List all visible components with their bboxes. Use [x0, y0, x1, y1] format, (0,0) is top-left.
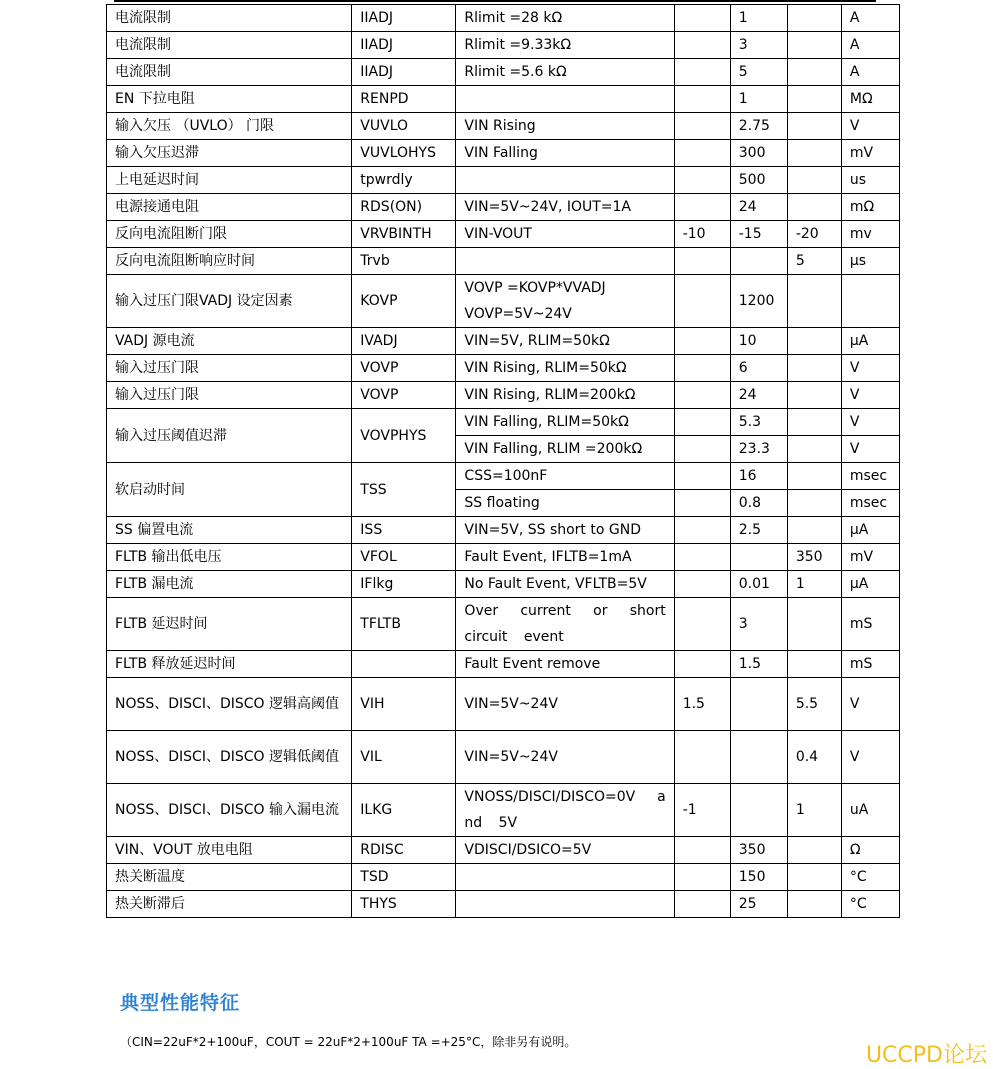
param-cell: 电流限制	[107, 5, 352, 32]
max-cell	[787, 436, 841, 463]
condition-cell: VIN=5V, RLIM=50kΩ	[456, 328, 674, 355]
table-row	[107, 32, 900, 59]
unit-cell: A	[841, 5, 899, 32]
unit-cell: V	[841, 731, 899, 784]
unit-cell: uA	[841, 784, 899, 837]
table-row	[107, 678, 900, 731]
table-row	[107, 221, 900, 248]
table-row	[107, 5, 900, 32]
symbol-cell: ISS	[352, 517, 456, 544]
max-cell	[787, 59, 841, 86]
condition-cell: VIN-VOUT	[456, 221, 674, 248]
table-row	[107, 598, 900, 651]
unit-cell: A	[841, 59, 899, 86]
param-cell: FLTB 输出低电压	[107, 544, 352, 571]
table-row	[107, 891, 900, 918]
param-cell: VADJ 源电流	[107, 328, 352, 355]
typ-cell: 1200	[730, 275, 787, 328]
condition-cell	[456, 275, 674, 328]
condition-cell: Fault Event remove	[456, 651, 674, 678]
unit-cell: mV	[841, 544, 899, 571]
typ-cell: 16	[730, 463, 787, 490]
unit-cell: Ω	[841, 837, 899, 864]
max-cell	[787, 598, 841, 651]
max-cell	[787, 275, 841, 328]
unit-cell: V	[841, 382, 899, 409]
unit-cell: V	[841, 113, 899, 140]
min-cell	[674, 571, 730, 598]
unit-cell: mΩ	[841, 194, 899, 221]
typ-cell: 25	[730, 891, 787, 918]
param-cell: 输入过压门限	[107, 355, 352, 382]
max-cell: 5	[787, 248, 841, 275]
symbol-cell: ILKG	[352, 784, 456, 837]
condition-cell: VIN Falling, RLIM =200kΩ	[456, 436, 674, 463]
max-cell	[787, 382, 841, 409]
param-cell: 输入欠压 （UVLO） 门限	[107, 113, 352, 140]
min-cell	[674, 598, 730, 651]
max-cell	[787, 891, 841, 918]
max-cell: -20	[787, 221, 841, 248]
condition-line: VOVP=5V~24V	[464, 306, 572, 322]
min-cell	[674, 731, 730, 784]
symbol-cell	[352, 651, 456, 678]
min-cell	[674, 86, 730, 113]
param-cell: FLTB 延迟时间	[107, 598, 352, 651]
typ-cell	[730, 248, 787, 275]
symbol-cell: IIADJ	[352, 32, 456, 59]
condition-cell: VIN Rising, RLIM=50kΩ	[456, 355, 674, 382]
min-cell	[674, 275, 730, 328]
min-cell	[674, 463, 730, 490]
max-cell	[787, 167, 841, 194]
min-cell	[674, 328, 730, 355]
symbol-cell: RENPD	[352, 86, 456, 113]
min-cell	[674, 5, 730, 32]
table-row	[107, 140, 900, 167]
condition-cell	[456, 891, 674, 918]
min-cell	[674, 517, 730, 544]
min-cell: 1.5	[674, 678, 730, 731]
param-cell: 上电延迟时间	[107, 167, 352, 194]
max-cell: 1	[787, 784, 841, 837]
typ-cell	[730, 544, 787, 571]
param-cell: 电源接通电阻	[107, 194, 352, 221]
condition-cell: Rlimit =28 kΩ	[456, 5, 674, 32]
max-cell	[787, 864, 841, 891]
condition-cell: Rlimit =5.6 kΩ	[456, 59, 674, 86]
param-cell: 热关断温度	[107, 864, 352, 891]
max-cell	[787, 517, 841, 544]
param-cell: NOSS、DISCI、DISCO 逻辑高阈值	[107, 678, 352, 731]
max-cell: 0.4	[787, 731, 841, 784]
condition-cell: VIN Falling	[456, 140, 674, 167]
symbol-cell: TSS	[352, 463, 456, 517]
max-cell	[787, 140, 841, 167]
param-cell: 电流限制	[107, 59, 352, 86]
table-row	[107, 113, 900, 140]
min-cell	[674, 167, 730, 194]
param-cell: 反向电流阻断响应时间	[107, 248, 352, 275]
section-title: 典型性能特征	[120, 992, 241, 1014]
param-cell: 反向电流阻断门限	[107, 221, 352, 248]
typ-cell: 1.5	[730, 651, 787, 678]
typ-cell: 5.3	[730, 409, 787, 436]
unit-cell: msec	[841, 463, 899, 490]
param-cell: VIN、VOUT 放电电阻	[107, 837, 352, 864]
param-cell: 输入欠压迟滞	[107, 140, 352, 167]
max-cell: 5.5	[787, 678, 841, 731]
unit-cell: us	[841, 167, 899, 194]
max-cell	[787, 5, 841, 32]
symbol-cell: IIADJ	[352, 5, 456, 32]
typ-cell: 5	[730, 59, 787, 86]
symbol-cell: IIADJ	[352, 59, 456, 86]
table-row	[107, 571, 900, 598]
typ-cell: 0.01	[730, 571, 787, 598]
min-cell	[674, 32, 730, 59]
symbol-cell: TSD	[352, 864, 456, 891]
symbol-cell: IFlkg	[352, 571, 456, 598]
condition-cell: Rlimit =9.33kΩ	[456, 32, 674, 59]
table-row	[107, 86, 900, 113]
condition-cell: SS floating	[456, 490, 674, 517]
max-cell: 1	[787, 571, 841, 598]
min-cell: -1	[674, 784, 730, 837]
symbol-cell: VIL	[352, 731, 456, 784]
symbol-cell: KOVP	[352, 275, 456, 328]
symbol-cell: TFLTB	[352, 598, 456, 651]
symbol-cell: VUVLOHYS	[352, 140, 456, 167]
typ-cell: 2.75	[730, 113, 787, 140]
table-row	[107, 731, 900, 784]
condition-cell: VIN Falling, RLIM=50kΩ	[456, 409, 674, 436]
typ-cell	[730, 678, 787, 731]
symbol-cell: VFOL	[352, 544, 456, 571]
table-row	[107, 328, 900, 355]
symbol-cell: Trvb	[352, 248, 456, 275]
param-cell: FLTB 漏电流	[107, 571, 352, 598]
unit-cell: A	[841, 32, 899, 59]
max-cell	[787, 463, 841, 490]
symbol-cell: VUVLO	[352, 113, 456, 140]
param-cell: 输入过压门限	[107, 382, 352, 409]
unit-cell: mv	[841, 221, 899, 248]
max-cell	[787, 328, 841, 355]
condition-cell: VIN=5V~24V	[456, 678, 674, 731]
watermark: UCCPD论坛	[865, 1043, 987, 1068]
min-cell	[674, 651, 730, 678]
min-cell	[674, 248, 730, 275]
param-cell: 输入过压门限VADJ 设定因素	[107, 275, 352, 328]
table-row	[107, 275, 900, 328]
typ-cell: 6	[730, 355, 787, 382]
symbol-cell: THYS	[352, 891, 456, 918]
typ-cell: 3	[730, 32, 787, 59]
spec-table	[106, 4, 900, 918]
table-row	[107, 784, 900, 837]
min-cell	[674, 891, 730, 918]
symbol-cell: VOVP	[352, 382, 456, 409]
max-cell	[787, 837, 841, 864]
unit-cell: msec	[841, 490, 899, 517]
condition-line: VOVP =KOVP*VVADJ	[464, 280, 606, 296]
min-cell	[674, 544, 730, 571]
table-row	[107, 167, 900, 194]
unit-cell: μA	[841, 328, 899, 355]
symbol-cell: VRVBINTH	[352, 221, 456, 248]
condition-cell: VIN=5V~24V, IOUT=1A	[456, 194, 674, 221]
typ-cell: 1	[730, 86, 787, 113]
typ-cell: 0.8	[730, 490, 787, 517]
table-row	[107, 651, 900, 678]
unit-cell	[841, 275, 899, 328]
typ-cell: 24	[730, 194, 787, 221]
unit-cell: μA	[841, 571, 899, 598]
unit-cell: μs	[841, 248, 899, 275]
typ-cell: 300	[730, 140, 787, 167]
unit-cell: °C	[841, 864, 899, 891]
conditions-note: （CIN=22uF*2+100uF，COUT = 22uF*2+100uF TA =+25°C，除非另有说明。	[120, 1035, 577, 1049]
condition-cell: CSS=100nF	[456, 463, 674, 490]
symbol-cell: tpwrdly	[352, 167, 456, 194]
table-row	[107, 355, 900, 382]
typ-cell: 24	[730, 382, 787, 409]
table-row	[107, 248, 900, 275]
symbol-cell: VOVP	[352, 355, 456, 382]
symbol-cell: IVADJ	[352, 328, 456, 355]
condition-cell: VIN Rising	[456, 113, 674, 140]
max-cell: 350	[787, 544, 841, 571]
max-cell	[787, 32, 841, 59]
table-row	[107, 59, 900, 86]
typ-cell: 3	[730, 598, 787, 651]
condition-cell: VIN=5V, SS short to GND	[456, 517, 674, 544]
min-cell	[674, 355, 730, 382]
min-cell	[674, 59, 730, 86]
symbol-cell: VOVPHYS	[352, 409, 456, 463]
typ-cell	[730, 784, 787, 837]
condition-cell: Fault Event, IFLTB=1mA	[456, 544, 674, 571]
unit-cell: °C	[841, 891, 899, 918]
unit-cell: mS	[841, 651, 899, 678]
condition-cell: VIN=5V~24V	[456, 731, 674, 784]
table-row	[107, 517, 900, 544]
min-cell	[674, 864, 730, 891]
unit-cell: mS	[841, 598, 899, 651]
top-rule	[114, 0, 876, 2]
param-cell: NOSS、DISCI、DISCO 输入漏电流	[107, 784, 352, 837]
param-cell: EN 下拉电阻	[107, 86, 352, 113]
max-cell	[787, 651, 841, 678]
min-cell	[674, 409, 730, 436]
condition-cell	[456, 248, 674, 275]
param-cell: 软启动时间	[107, 463, 352, 517]
min-cell	[674, 140, 730, 167]
typ-cell: 10	[730, 328, 787, 355]
min-cell	[674, 382, 730, 409]
param-cell: 热关断滞后	[107, 891, 352, 918]
symbol-cell: VIH	[352, 678, 456, 731]
typ-cell: -15	[730, 221, 787, 248]
min-cell: -10	[674, 221, 730, 248]
condition-cell: VIN Rising, RLIM=200kΩ	[456, 382, 674, 409]
param-cell: SS 偏置电流	[107, 517, 352, 544]
typ-cell: 1	[730, 5, 787, 32]
typ-cell: 23.3	[730, 436, 787, 463]
table-row	[107, 864, 900, 891]
max-cell	[787, 490, 841, 517]
symbol-cell: RDS(ON)	[352, 194, 456, 221]
min-cell	[674, 837, 730, 864]
typ-cell: 2.5	[730, 517, 787, 544]
condition-cell	[456, 864, 674, 891]
table-row	[107, 463, 900, 490]
param-cell: FLTB 释放延迟时间	[107, 651, 352, 678]
typ-cell	[730, 731, 787, 784]
min-cell	[674, 490, 730, 517]
unit-cell: V	[841, 436, 899, 463]
param-cell: 电流限制	[107, 32, 352, 59]
condition-cell: No Fault Event, VFLTB=5V	[456, 571, 674, 598]
symbol-cell: RDISC	[352, 837, 456, 864]
unit-cell: mV	[841, 140, 899, 167]
min-cell	[674, 194, 730, 221]
table-row	[107, 382, 900, 409]
table-row	[107, 409, 900, 436]
condition-cell	[456, 167, 674, 194]
table-row	[107, 837, 900, 864]
condition-cell: VNOSS/DISCI/DISCO=0V and 5V	[456, 784, 674, 837]
min-cell	[674, 436, 730, 463]
unit-cell: V	[841, 355, 899, 382]
max-cell	[787, 113, 841, 140]
condition-cell	[456, 86, 674, 113]
max-cell	[787, 86, 841, 113]
typ-cell: 350	[730, 837, 787, 864]
min-cell	[674, 113, 730, 140]
unit-cell: V	[841, 409, 899, 436]
table-row	[107, 194, 900, 221]
max-cell	[787, 194, 841, 221]
condition-cell: VDISCI/DSICO=5V	[456, 837, 674, 864]
table-row	[107, 544, 900, 571]
unit-cell: μA	[841, 517, 899, 544]
param-cell: 输入过压阈值迟滞	[107, 409, 352, 463]
typ-cell: 500	[730, 167, 787, 194]
max-cell	[787, 355, 841, 382]
unit-cell: V	[841, 678, 899, 731]
condition-cell: Over current or short circuit event	[456, 598, 674, 651]
unit-cell: MΩ	[841, 86, 899, 113]
param-cell: NOSS、DISCI、DISCO 逻辑低阈值	[107, 731, 352, 784]
max-cell	[787, 409, 841, 436]
typ-cell: 150	[730, 864, 787, 891]
